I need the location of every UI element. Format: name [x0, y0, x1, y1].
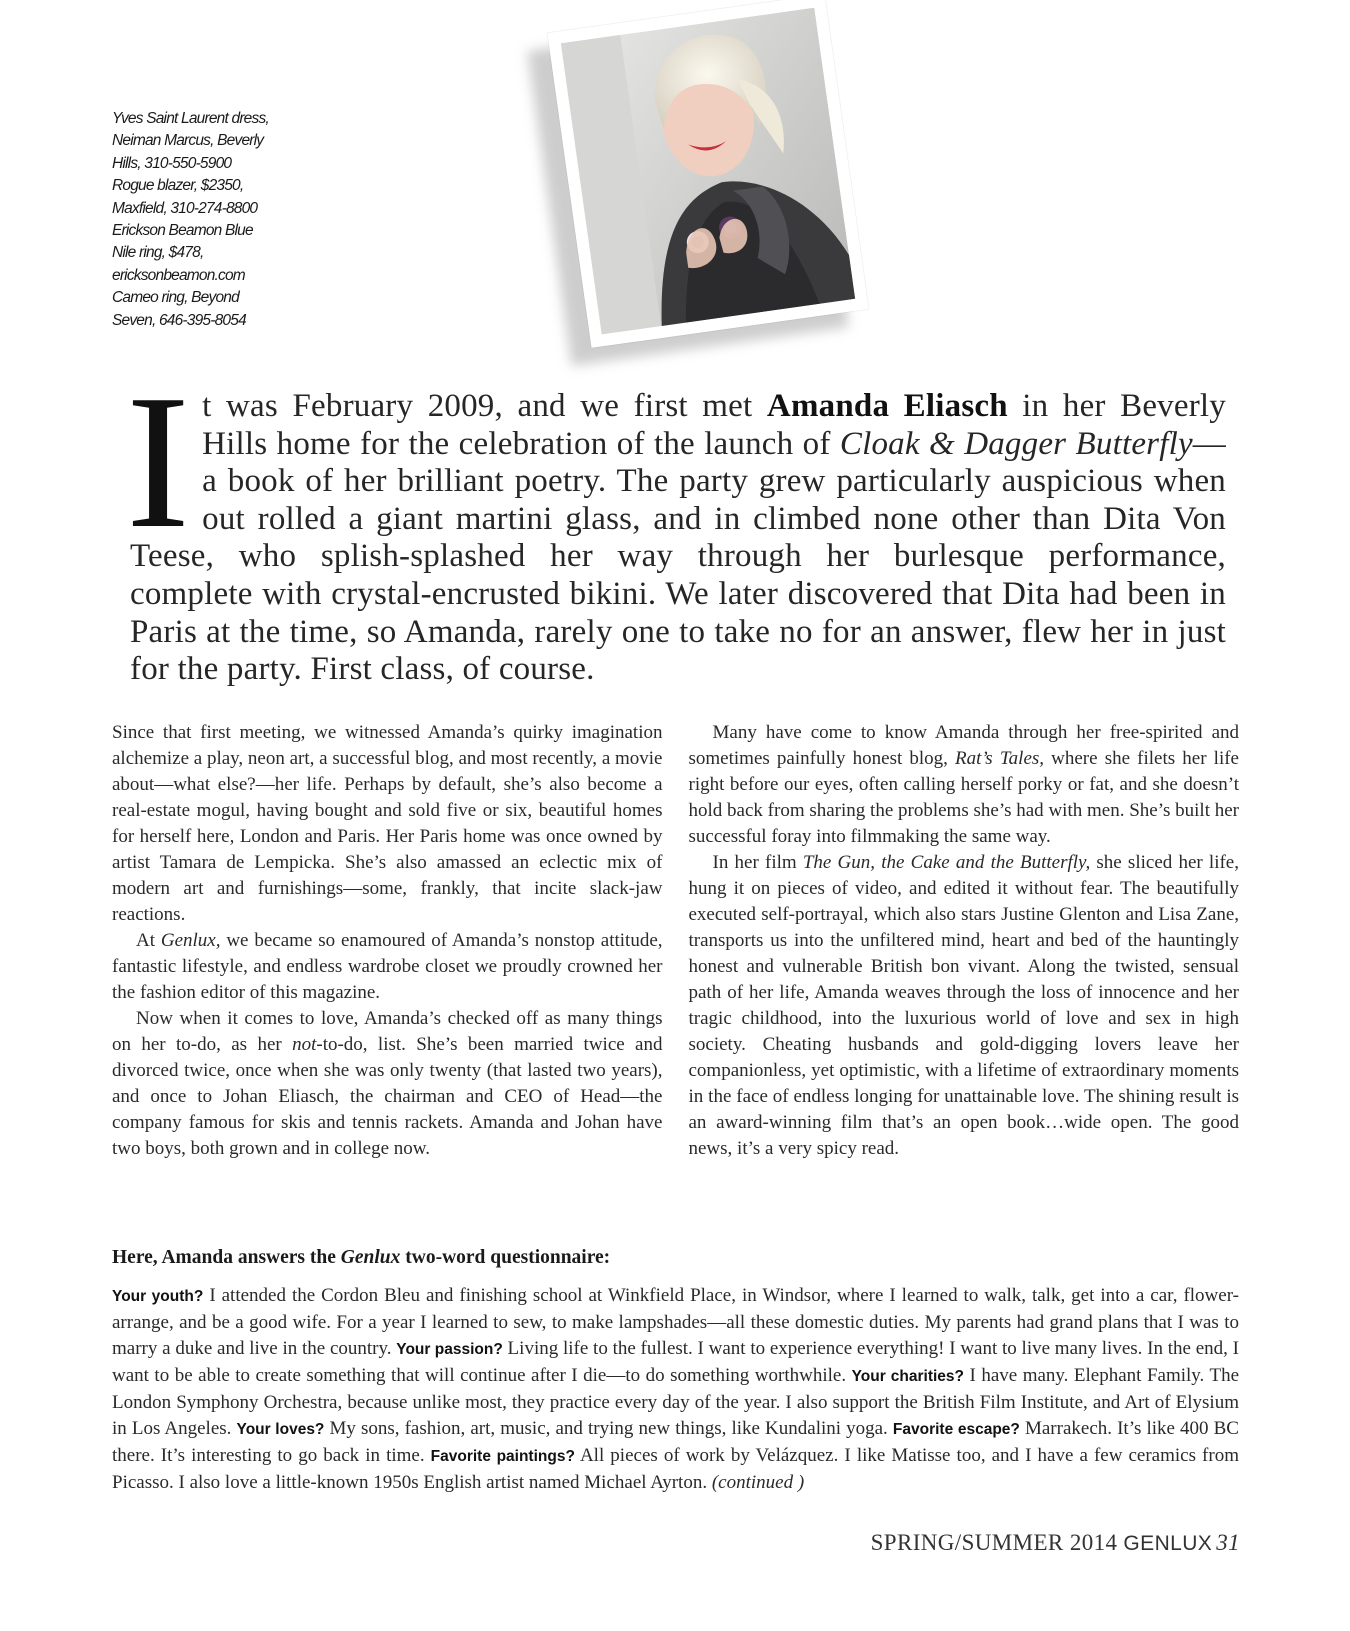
blog-title: Rat’s Tales, — [955, 748, 1045, 769]
body-paragraph — [112, 720, 663, 928]
body-text: -to-do, list. She’s been married twice and divorced twice, once when she was only twenty (that lasted two years), and once to Johan Eliasch, the chairman and CEO of Head—the company famous for skis and tennis rackets. Amanda and Johan have two boys, both grown and in college now. — [112, 1034, 663, 1159]
answer-text: All pieces of work by Velázquez. I like Matisse too, and I have a few ceramics from Picasso. I also love a little-known 1950s English artist named Michael Ayrton. — [112, 1445, 1239, 1493]
heading-text: Here, Amanda answers the — [112, 1247, 341, 1268]
body-paragraph — [112, 1006, 663, 1162]
lede-text: t was February 2009, and we first met — [202, 388, 767, 424]
answer-text: Marrakech. It’s like 400 BC there. It’s interesting to go back in time. — [112, 1418, 1239, 1466]
lede-paragraph — [126, 355, 1226, 689]
caption-line: Maxfield, 310-274-8800 — [112, 199, 258, 217]
subject-name: Amanda Eliasch — [766, 388, 1008, 424]
caption-line: Seven, 646-395-8054 — [112, 311, 246, 329]
portrait-photo — [547, 0, 869, 348]
questionnaire-answers — [112, 1283, 1239, 1496]
magazine-name: Genlux, — [160, 930, 221, 951]
magazine-logo-text: GENLUX — [1123, 1532, 1213, 1555]
body-text: Many have come to know Amanda through her free-spirited and sometimes painfully honest blog, — [688, 722, 1239, 769]
caption-line: Rogue blazer, $2350, — [112, 177, 244, 195]
photo-caption — [112, 108, 269, 332]
article-body — [112, 720, 1239, 1210]
body-paragraph — [689, 850, 1240, 1162]
caption-line: Neiman Marcus, Beverly — [112, 132, 264, 150]
question-label: Your youth? — [112, 1288, 204, 1305]
answer-text: Living life to the fullest. I want to experience everything! I want to live many lives. In the end, I want to be able to create something that will continue after I die—to do something worthwhile. — [112, 1338, 1239, 1386]
question-label: Favorite escape? — [892, 1421, 1020, 1438]
film-title: The Gun, the Cake and the Butterfly, — [802, 852, 1091, 873]
caption-line: Nile ring, $478, — [112, 244, 204, 262]
page-footer — [871, 1530, 1240, 1556]
continued-marker: (continued ) — [711, 1472, 805, 1493]
answer-text: I attended the Cordon Bleu and finishing school at Winkfield Place, in Windsor, where I learned to walk, talk, get into a car, flower-arrange, and be a good wife. For a year I learned to sew, to make lampshades—all these domestic duties. My parents had grand plans that I was to marry a duke and live in the country. — [112, 1285, 1239, 1359]
heading-text: two-word questionnaire: — [400, 1247, 611, 1268]
body-text: At — [136, 930, 161, 951]
body-text: In her film — [712, 852, 803, 873]
lede-text: —a book of her brilliant poetry. The party grew particularly auspicious when out rolled a giant martini glass, and in climbed none other than Dita Von Teese, who splish-splashed her way through her burlesque performance, complete with crystal-encrusted bikini. We later discovered that Dita had been in Paris at the time, so Amanda, rarely one to take no for an answer, flew her in just for the party. First class, of course. — [130, 425, 1226, 688]
book-title: Cloak & Dagger Butterfly — [839, 425, 1193, 462]
answer-text: My sons, fashion, art, music, and trying new things, like Kundalini yoga. — [324, 1418, 893, 1439]
magazine-name: Genlux — [340, 1247, 401, 1268]
caption-line: Yves Saint Laurent dress, — [112, 110, 269, 127]
body-text: we became so enamoured of Amanda’s nonstop attitude, fantastic lifestyle, and endless wardrobe closet we proudly crowned her the fashion editor of this magazine. — [112, 930, 663, 1003]
portrait-image — [561, 8, 855, 335]
question-label: Your passion? — [396, 1341, 503, 1358]
drop-cap: I — [126, 355, 191, 568]
caption-line: ericksonbeamon.com — [112, 266, 245, 284]
issue-label: SPRING/SUMMER 2014 — [870, 1530, 1118, 1555]
page-number: 31 — [1216, 1530, 1240, 1555]
body-text: Since that first meeting, we witnessed Amanda’s quirky imagination alchemize a play, neon art, a successful blog, and most recently, a movie about—what else?—her life. Perhaps by default, she’s also become a real-estate mogul, having bought and sold five or six, beautiful homes for herself here, London and Paris. Her Paris home was once owned by artist Tamara de Lempicka. She’s also amassed an eclectic mix of modern art and furnishings—some, frankly, that incite slack-jaw reactions. — [112, 722, 663, 925]
body-text: where she filets her life right before our eyes, often calling herself porky or fat, and she doesn’t hold back from sharing the problems she’s had with men. She’s built her successful foray into filmmaking the same way. — [688, 748, 1239, 847]
body-paragraph — [689, 720, 1240, 850]
question-label: Your charities? — [851, 1368, 965, 1385]
lede-text: in her Beverly Hills home for the celebration of the launch of — [202, 388, 1226, 462]
caption-line: Erickson Beamon Blue — [112, 222, 253, 240]
question-label: Your loves? — [236, 1421, 325, 1438]
caption-line: Cameo ring, Beyond — [112, 289, 239, 307]
body-text: she sliced her life, hung it on pieces of video, and edited it without fear. The beautifully executed self-portrayal, which also stars Justine Glenton and Lisa Zane, transports us into the unfiltered mind, heart and bed of the hauntingly honest and vulnerable British bon vivant. Along the twisted, sensual path of her life, Amanda weaves through the loss of innocence and her tragic childhood, into the luxurious world of love and sex in high society. Cheating husbands and gold-digging lovers leave her companionless, yet optimistic, with a lifetime of extraordinary moments in the face of endless longing for unattainable love. The shining result is an award-winning film that’s an open book…wide open. The good news, it’s a very spicy read. — [688, 852, 1239, 1159]
body-paragraph — [112, 928, 663, 1006]
answer-text: I have many. Elephant Family. The London Symphony Orchestra, because unlike most, they practice every day of the year. I also support the British Film Institute, and Art of Elysium in Los Angeles. — [112, 1365, 1239, 1439]
body-text: Now when it comes to love, Amanda’s checked off as many things on her to-do, as her — [112, 1008, 663, 1055]
caption-line: Hills, 310-550-5900 — [112, 154, 232, 172]
questionnaire-heading — [112, 1247, 1239, 1269]
question-label: Favorite paintings? — [430, 1448, 575, 1465]
emphasis: not — [292, 1034, 317, 1055]
